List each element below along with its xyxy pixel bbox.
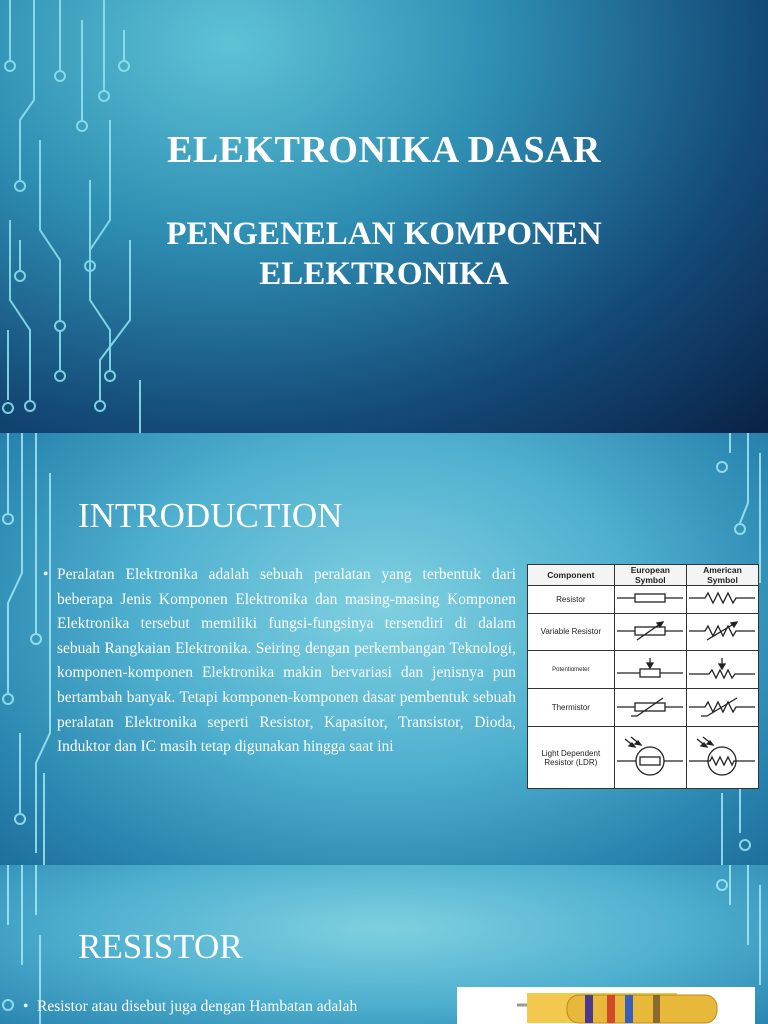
- american-variable-resistor-icon: [686, 613, 758, 651]
- row-label: Resistor: [528, 586, 615, 614]
- row-label: Potentiometer: [528, 651, 615, 689]
- resistor-symbol-table: [527, 564, 759, 789]
- resistor-slide: [0, 865, 768, 1024]
- bullet-text: Resistor atau disebut juga dengan Hambatan adalah: [37, 998, 358, 1015]
- bullet-paragraph: [23, 995, 457, 1020]
- section-heading: RESISTOR: [78, 927, 243, 966]
- table-header-component: Component: [528, 565, 615, 586]
- european-ldr-icon: [614, 727, 686, 789]
- title-slide: [0, 0, 768, 433]
- european-potentiometer-icon: [614, 651, 686, 689]
- european-resistor-icon: [614, 586, 686, 614]
- row-label: Variable Resistor: [528, 613, 615, 651]
- american-ldr-icon: [686, 727, 758, 789]
- introduction-slide: [0, 433, 768, 865]
- bullet-paragraph: [43, 563, 516, 760]
- bullet-dot-icon: •: [43, 566, 49, 583]
- subtitle-line-1: PENGENELAN KOMPONEN: [166, 216, 602, 252]
- section-heading: INTRODUCTION: [78, 496, 343, 535]
- slide-subtitle: [60, 214, 708, 294]
- table-header-european: European Symbol: [614, 565, 686, 586]
- subtitle-line-2: ELEKTRONIKA: [259, 256, 509, 292]
- american-resistor-icon: [686, 586, 758, 614]
- row-label: Light Dependent Resistor (LDR): [528, 727, 615, 789]
- slide-title: ELEKTRONIKA DASAR: [167, 129, 601, 171]
- european-variable-resistor-icon: [614, 613, 686, 651]
- table-row: [528, 586, 759, 614]
- resistor-icon: [457, 987, 755, 1024]
- row-label: Thermistor: [528, 689, 615, 727]
- table-row: [528, 651, 759, 689]
- american-thermistor-icon: [686, 689, 758, 727]
- table-row: [528, 689, 759, 727]
- resistor-image: [457, 987, 755, 1024]
- table-row: [528, 727, 759, 789]
- table-header-american: American Symbol: [686, 565, 758, 586]
- european-thermistor-icon: [614, 689, 686, 727]
- bullet-text: Peralatan Elektronika adalah sebuah peralatan yang terbentuk dari beberapa Jenis Komponen Elektronika dan masing-masing Komponen Elektronika tersebut memiliki fungsi-fungsinya tersendiri di dalam sebuah Rangkaian Elektronika. Seiring dengan perkembangan Teknologi, komponen-komponen Elektronika makin bervariasi dan jenisnya pun bertambah banyak. Tetapi komponen-komponen dasar pembentuk sebuah peralatan Elektronika seperti Resistor, Kapasitor, Transistor, Dioda, Induktor dan IC masih tetap digunakan hingga saat ini: [57, 566, 516, 756]
- table-row: [528, 613, 759, 651]
- bullet-dot-icon: •: [23, 998, 29, 1015]
- american-potentiometer-icon: [686, 651, 758, 689]
